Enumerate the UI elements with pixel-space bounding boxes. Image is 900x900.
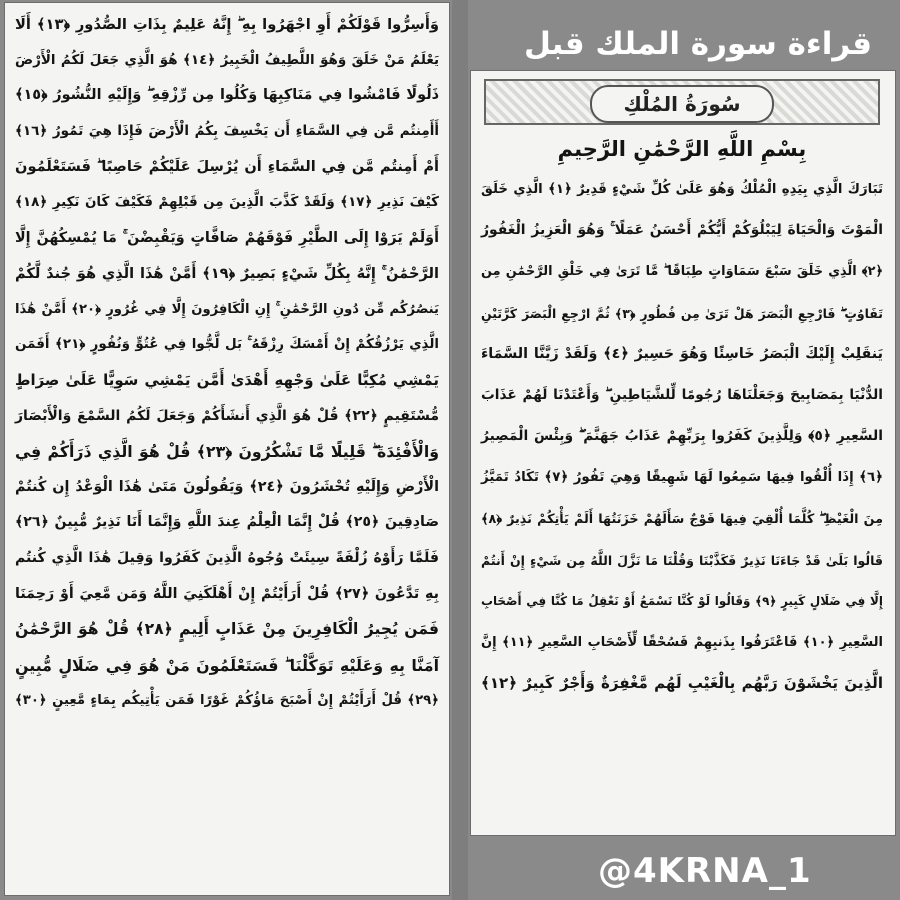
verse-line: الرَّحْمَٰنُ ۚ إِنَّهُ بِكُلِّ شَيْءٍ بَصِيرٌ ﴿١٩﴾ أَمَّنْ هَٰذَا الَّذِي هُوَ جُندٌ لَّكُمْ [15,265,439,283]
verse-line: كَيْفَ نَذِيرِ ﴿١٧﴾ وَلَقَدْ كَذَّبَ الَّذِينَ مِن قَبْلِهِمْ فَكَيْفَ كَانَ نَكِيرِ ﴿١٨﴾ [15,194,439,210]
right-mushaf-page [470,70,896,836]
verse-line: صَادِقِينَ ﴿٢٥﴾ قُلْ إِنَّمَا الْعِلْمُ عِندَ اللَّهِ وَإِنَّمَا أَنَا نَذِيرٌ مُّبِينٌ ﴿٢٦﴾ [15,514,439,531]
verse-line: يَعْلَمُ مَنْ خَلَقَ وَهُوَ اللَّطِيفُ الْخَبِيرُ ﴿١٤﴾ هُوَ الَّذِي جَعَلَ لَكُمُ الْأَرْضَ [15,52,439,68]
verse-line: إِلَّا فِي ضَلَالٍ كَبِيرٍ ﴿٩﴾ وَقَالُوا لَوْ كُنَّا نَسْمَعُ أَوْ نَعْقِلُ مَا كُنَّا فِي أَصْحَابِ [481,593,883,608]
verse-line: السَّعِيرِ ﴿٥﴾ وَلِلَّذِينَ كَفَرُوا بِرَبِّهِمْ عَذَابُ جَهَنَّمَ ۖ وَبِئْسَ الْمَصِيرُ [481,428,883,445]
verse-line: يَنقَلِبْ إِلَيْكَ الْبَصَرُ خَاسِئًا وَهُوَ حَسِيرٌ ﴿٤﴾ وَلَقَدْ زَيَّنَّا السَّمَاءَ [481,345,883,362]
surah-header-frame [484,79,880,125]
verse-line: ﴿٦﴾ إِذَا أُلْقُوا فِيهَا سَمِعُوا لَهَا شَهِيقًا وَهِيَ تَفُورُ ﴿٧﴾ تَكَادُ تَمَيَّزُ [481,470,883,486]
verse-line: فَمَن يُجِيرُ الْكَافِرِينَ مِنْ عَذَابٍ أَلِيمٍ ﴿٢٨﴾ قُلْ هُوَ الرَّحْمَٰنُ [15,620,439,639]
verse-line: أَأَمِنتُم مَّن فِي السَّمَاءِ أَن يَخْسِفَ بِكُمُ الْأَرْضَ فَإِذَا هِيَ تَمُورُ ﴿١٦﴾ [15,122,439,139]
verse-line: ذَلُولًا فَامْشُوا فِي مَنَاكِبِهَا وَكُلُوا مِن رِّزْقِهِ ۖ وَإِلَيْهِ النُّشُورُ ﴿١٥﴾ [15,87,439,104]
verse-line: قَالُوا بَلَىٰ قَدْ جَاءَنَا نَذِيرٌ فَكَذَّبْنَا وَقُلْنَا مَا نَزَّلَ اللَّهُ مِن شَيْءٍ إِنْ أَنتُمْ [481,552,883,568]
verse-line: يَنصُرُكُم مِّن دُونِ الرَّحْمَٰنِ ۚ إِنِ الْكَافِرُونَ إِلَّا فِي غُرُورٍ ﴿٢٠﴾ أَمَّنْ هَٰذَا [15,301,439,317]
verse-line: الَّذِينَ يَخْشَوْنَ رَبَّهُم بِالْغَيْبِ لَهُم مَّغْفِرَةٌ وَأَجْرٌ كَبِيرٌ ﴿١٢﴾ [481,674,883,693]
basmala: بِسْمِ اللَّهِ الرَّحْمَٰنِ الرَّحِيمِ [557,137,807,161]
page-title: قراءة سورة الملك قبل [524,26,872,62]
verse-line: آمَنَّا بِهِ وَعَلَيْهِ تَوَكَّلْنَا ۖ فَسَتَعْلَمُونَ مَنْ هُوَ فِي ضَلَالٍ مُّبِينٍ [15,655,439,675]
page-gutter [452,0,468,900]
verse-line: وَالْأَفْئِدَةَ ۖ قَلِيلًا مَّا تَشْكُرُونَ ﴿٢٣﴾ قُلْ هُوَ الَّذِي ذَرَأَكُمْ فِي [15,442,439,462]
verse-line: الدُّنْيَا بِمَصَابِيحَ وَجَعَلْنَاهَا رُجُومًا لِّلشَّيَاطِينِ ۖ وَأَعْتَدْنَا لَهُمْ عَذَابَ [481,386,883,403]
verse-line: تَبَارَكَ الَّذِي بِيَدِهِ الْمُلْكُ وَهُوَ عَلَىٰ كُلِّ شَيْءٍ قَدِيرٌ ﴿١﴾ الَّذِي خَلَقَ [481,182,884,197]
verse-line: ﴿٢٩﴾ قُلْ أَرَأَيْتُمْ إِنْ أَصْبَحَ مَاؤُكُمْ غَوْرًا فَمَن يَأْتِيكُم بِمَاءٍ مَّعِينٍ ﴿٣٠﴾ [15,693,439,709]
verse-line: مِنَ الْغَيْظِ ۖ كُلَّمَا أُلْقِيَ فِيهَا فَوْجٌ سَأَلَهُمْ خَزَنَتُهَا أَلَمْ يَأْتِكُمْ نَذِيرٌ ﴿٨﴾ [481,511,883,527]
left-mushaf-page [4,2,450,896]
verse-line: ﴿٢﴾ الَّذِي خَلَقَ سَبْعَ سَمَاوَاتٍ طِبَاقًا ۖ مَّا تَرَىٰ فِي خَلْقِ الرَّحْمَٰنِ مِن [481,264,883,280]
verse-line: مُّسْتَقِيمٍ ﴿٢٢﴾ قُلْ هُوَ الَّذِي أَنشَأَكُمْ وَجَعَلَ لَكُمُ السَّمْعَ وَالْأَبْصَارَ [15,407,439,424]
verse-line: تَفَاوُتٍ ۖ فَارْجِعِ الْبَصَرَ هَلْ تَرَىٰ مِن فُطُورٍ ﴿٣﴾ ثُمَّ ارْجِعِ الْبَصَرَ كَرَّتَيْنِ [481,305,883,321]
surah-name-cartouche: سُورَةُ المُلْكِ [590,85,774,123]
verse-line: الْمَوْتَ وَالْحَيَاةَ لِيَبْلُوَكُمْ أَيُّكُمْ أَحْسَنُ عَمَلًا ۚ وَهُوَ الْعَزِيزُ الْغَفُورُ [481,222,883,239]
verse-line: فَلَمَّا رَأَوْهُ زُلْفَةً سِيئَتْ وُجُوهُ الَّذِينَ كَفَرُوا وَقِيلَ هَٰذَا الَّذِي كُنتُم [15,549,439,566]
verse-line: بِهِ تَدَّعُونَ ﴿٢٧﴾ قُلْ أَرَأَيْتُمْ إِنْ أَهْلَكَنِيَ اللَّهُ وَمَن مَّعِيَ أَوْ رَحِمَنَا [15,585,439,602]
verse-line: يَمْشِي مُكِبًّا عَلَىٰ وَجْهِهِ أَهْدَىٰ أَمَّن يَمْشِي سَوِيًّا عَلَىٰ صِرَاطٍ [15,370,439,389]
verse-line: أَوَلَمْ يَرَوْا إِلَى الطَّيْرِ فَوْقَهُمْ صَافَّاتٍ وَيَقْبِضْنَ ۚ مَا يُمْسِكُهُنَّ إِلَّا [15,229,439,246]
verse-line: الْأَرْضِ وَإِلَيْهِ تُحْشَرُونَ ﴿٢٤﴾ وَيَقُولُونَ مَتَىٰ هَٰذَا الْوَعْدُ إِن كُنتُمْ [15,478,439,495]
verse-line: الَّذِي يَرْزُقُكُمْ إِنْ أَمْسَكَ رِزْقَهُ ۚ بَل لَّجُّوا فِي عُتُوٍّ وَنُفُورٍ ﴿٢١﴾ أَفَمَن [15,337,439,353]
account-handle: @4KRNA_1 [598,851,812,891]
verse-line: السَّعِيرِ ﴿١٠﴾ فَاعْتَرَفُوا بِذَنبِهِمْ فَسُحْقًا لِّأَصْحَابِ السَّعِيرِ ﴿١١﴾ إِنَّ [481,635,884,651]
verse-line: أَمْ أَمِنتُم مَّن فِي السَّمَاءِ أَن يُرْسِلَ عَلَيْكُمْ حَاصِبًا ۖ فَسَتَعْلَمُونَ [15,158,439,176]
verse-line: وَأَسِرُّوا قَوْلَكُمْ أَوِ اجْهَرُوا بِهِ ۖ إِنَّهُ عَلِيمٌ بِذَاتِ الصُّدُورِ ﴿١٣﴾ أَلَا [15,16,439,33]
